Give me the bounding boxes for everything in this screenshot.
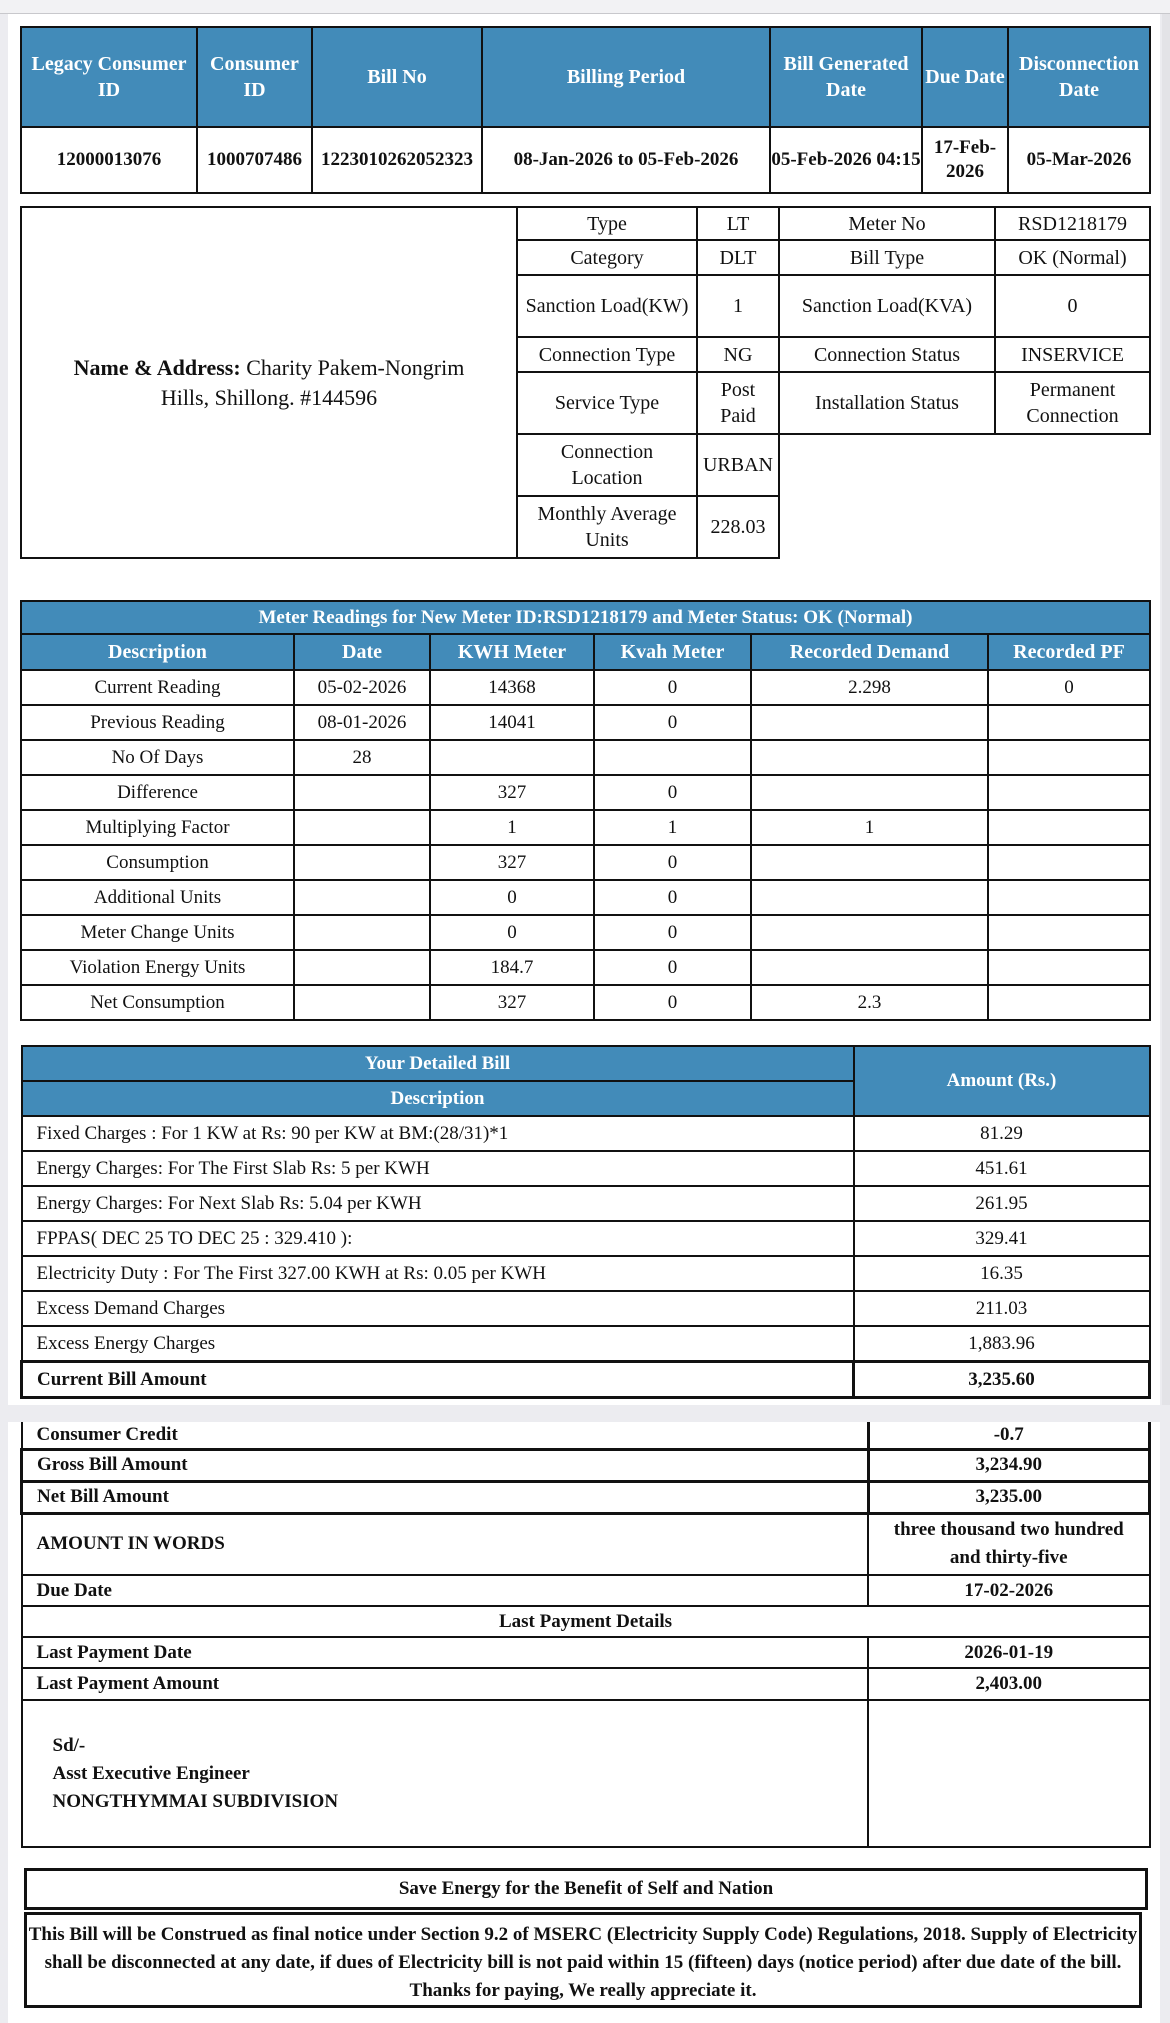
- cell: [294, 880, 430, 915]
- last-payment-amount-label: Last Payment Amount: [22, 1668, 869, 1700]
- cell: 14041: [430, 705, 594, 740]
- charge-description: Excess Energy Charges: [22, 1326, 854, 1362]
- cell: 1: [751, 810, 988, 845]
- detailed-bill-title: Your Detailed Bill: [22, 1046, 854, 1081]
- cell: 0: [594, 950, 751, 985]
- cell: Meter Change Units: [21, 915, 294, 950]
- charge-description: Energy Charges: For The First Slab Rs: 5 per KWH: [22, 1151, 854, 1186]
- blank-cell: [779, 434, 1150, 496]
- last-payment-date: 2026-01-19: [868, 1637, 1150, 1668]
- charge-amount: 261.95: [854, 1186, 1150, 1221]
- consumer-id: 1000707486: [197, 127, 312, 193]
- cell: 08-01-2026: [294, 705, 430, 740]
- meter-readings-table: [20, 600, 1151, 1021]
- signature-blank: [868, 1700, 1150, 1847]
- cell: [294, 810, 430, 845]
- header-consumer-id: Consumer ID: [197, 27, 312, 127]
- table-row: [22, 1291, 1150, 1326]
- bill-type: OK (Normal): [995, 240, 1150, 275]
- cell: Consumption: [21, 845, 294, 880]
- cell: [988, 740, 1150, 775]
- charge-description: Energy Charges: For Next Slab Rs: 5.04 per KWH: [22, 1186, 854, 1221]
- cell: [751, 845, 988, 880]
- detail-label: Type: [517, 207, 697, 240]
- detail-label: Installation Status: [779, 372, 995, 434]
- cell: [751, 705, 988, 740]
- table-row: [21, 915, 1150, 950]
- signature-block: [22, 1700, 869, 1847]
- bill-page-1: [8, 14, 1160, 1405]
- totals-table: [20, 1422, 1151, 1848]
- last-payment-title: Last Payment Details: [22, 1606, 1150, 1637]
- cell: [988, 845, 1150, 880]
- cell: 1: [430, 810, 594, 845]
- billing-period: 08-Jan-2026 to 05-Feb-2026: [482, 127, 770, 193]
- signature-title: Asst Executive Engineer: [52, 1762, 250, 1784]
- col-description: Description: [21, 634, 294, 670]
- last-payment-date-label: Last Payment Date: [22, 1637, 869, 1668]
- amount-in-words-label: AMOUNT IN WORDS: [22, 1513, 869, 1575]
- header-legacy-consumer-id: Legacy Consumer ID: [21, 27, 197, 127]
- consumer-credit-label: Consumer Credit: [22, 1422, 869, 1449]
- cell: 0: [594, 775, 751, 810]
- meter-readings-title: Meter Readings for New Meter ID:RSD1218179 and Meter Status: OK (Normal): [21, 601, 1150, 634]
- consumer-details-table: [20, 206, 1151, 559]
- table-row: [21, 740, 1150, 775]
- cell: [988, 775, 1150, 810]
- table-row: [21, 950, 1150, 985]
- cell: 0: [430, 880, 594, 915]
- col-recorded-demand: Recorded Demand: [751, 634, 988, 670]
- detail-value: LT: [697, 207, 779, 240]
- table-row: [22, 1256, 1150, 1291]
- gross-bill-label: Gross Bill Amount: [22, 1449, 869, 1481]
- name-address-label: Name & Address:: [73, 354, 241, 380]
- header-disconnection-date: Disconnection Date: [1008, 27, 1150, 127]
- signature-sd: Sd/-: [52, 1734, 86, 1756]
- cell: [751, 775, 988, 810]
- cell: 2.298: [751, 670, 988, 705]
- connection-status: INSERVICE: [995, 337, 1150, 372]
- col-kvah-meter: Kvah Meter: [594, 634, 751, 670]
- charge-description: Excess Demand Charges: [22, 1291, 854, 1326]
- table-row: [22, 1116, 1150, 1151]
- cell: No Of Days: [21, 740, 294, 775]
- table-row: [21, 705, 1150, 740]
- table-row: [21, 670, 1150, 705]
- bill-no: 1223010262052323: [312, 127, 482, 193]
- col-kwh-meter: KWH Meter: [430, 634, 594, 670]
- cell: 0: [988, 670, 1150, 705]
- cell: Net Consumption: [21, 985, 294, 1020]
- cell: [988, 880, 1150, 915]
- amount-header: Amount (Rs.): [854, 1046, 1150, 1116]
- charge-amount: 211.03: [854, 1291, 1150, 1326]
- due-date: 17-Feb-2026: [922, 127, 1008, 193]
- cell: [430, 740, 594, 775]
- cell: 0: [594, 880, 751, 915]
- signature-subdivision: NONGTHYMMAI SUBDIVISION: [52, 1790, 339, 1812]
- table-row: [21, 775, 1150, 810]
- table-row: [21, 810, 1150, 845]
- meter-no: RSD1218179: [995, 207, 1150, 240]
- cell: [988, 985, 1150, 1020]
- detail-label: Connection Type: [517, 337, 697, 372]
- charge-amount: 81.29: [854, 1116, 1150, 1151]
- cell: [294, 775, 430, 810]
- cell: 14368: [430, 670, 594, 705]
- table-row: [22, 1186, 1150, 1221]
- cell: [988, 705, 1150, 740]
- charge-amount: 1,883.96: [854, 1326, 1150, 1362]
- last-payment-amount: 2,403.00: [868, 1668, 1150, 1700]
- cell: [594, 740, 751, 775]
- table-row: [21, 845, 1150, 880]
- name-address-value: Charity Pakem-Nongrim Hills, Shillong. #144596: [160, 354, 465, 410]
- cell: 0: [430, 915, 594, 950]
- detail-label: Sanction Load(KW): [517, 275, 697, 337]
- current-bill-label: Current Bill Amount: [22, 1362, 854, 1398]
- header-due-date: Due Date: [922, 27, 1008, 127]
- cell: 327: [430, 845, 594, 880]
- bill-page-2: [8, 1422, 1160, 2023]
- header-bill-no: Bill No: [312, 27, 482, 127]
- cell: 28: [294, 740, 430, 775]
- save-energy-slogan: Save Energy for the Benefit of Self and Nation: [24, 1868, 1148, 1910]
- detail-value: Post Paid: [697, 372, 779, 434]
- table-row: [21, 880, 1150, 915]
- cell: Previous Reading: [21, 705, 294, 740]
- charge-amount: 16.35: [854, 1256, 1150, 1291]
- top-bar: [0, 0, 1170, 14]
- detail-value: DLT: [697, 240, 779, 275]
- cell: 2.3: [751, 985, 988, 1020]
- cell: 0: [594, 705, 751, 740]
- table-row: [22, 1221, 1150, 1256]
- gross-bill-amount: 3,234.90: [868, 1449, 1150, 1481]
- detail-label: Service Type: [517, 372, 697, 434]
- detail-label: Connection Location: [517, 434, 697, 496]
- cell: [294, 950, 430, 985]
- cell: 184.7: [430, 950, 594, 985]
- due-date-label: Due Date: [22, 1575, 869, 1606]
- amount-in-words-value: three thousand two hundred and thirty-five: [868, 1513, 1150, 1575]
- charge-description: Fixed Charges : For 1 KW at Rs: 90 per KW at BM:(28/31)*1: [22, 1116, 854, 1151]
- blank-cell: [779, 496, 1150, 558]
- table-row: [21, 985, 1150, 1020]
- cell: [751, 915, 988, 950]
- cell: Current Reading: [21, 670, 294, 705]
- cell: [294, 845, 430, 880]
- cell: [988, 915, 1150, 950]
- charge-description: Electricity Duty : For The First 327.00 KWH at Rs: 0.05 per KWH: [22, 1256, 854, 1291]
- description-header: Description: [22, 1081, 854, 1116]
- cell: [751, 880, 988, 915]
- cell: [751, 740, 988, 775]
- cell: [988, 810, 1150, 845]
- due-date-value: 17-02-2026: [868, 1575, 1150, 1606]
- charge-description: FPPAS( DEC 25 TO DEC 25 : 329.410 ):: [22, 1221, 854, 1256]
- scrollbar[interactable]: [1162, 14, 1170, 1405]
- detail-label: Sanction Load(KVA): [779, 275, 995, 337]
- header-bill-generated-date: Bill Generated Date: [770, 27, 922, 127]
- detail-value: URBAN: [697, 434, 779, 496]
- current-bill-amount: 3,235.60: [854, 1362, 1150, 1398]
- name-address: [21, 207, 517, 558]
- net-bill-amount: 3,235.00: [868, 1481, 1150, 1513]
- legacy-consumer-id: 12000013076: [21, 127, 197, 193]
- cell: 327: [430, 985, 594, 1020]
- cell: Violation Energy Units: [21, 950, 294, 985]
- charge-amount: 329.41: [854, 1221, 1150, 1256]
- col-recorded-pf: Recorded PF: [988, 634, 1150, 670]
- net-bill-label: Net Bill Amount: [22, 1481, 869, 1513]
- detail-label: Monthly Average Units: [517, 496, 697, 558]
- col-date: Date: [294, 634, 430, 670]
- bill-generated-date: 05-Feb-2026 04:15: [770, 127, 922, 193]
- detail-label: Meter No: [779, 207, 995, 240]
- cell: 0: [594, 985, 751, 1020]
- detail-label: Bill Type: [779, 240, 995, 275]
- cell: [751, 950, 988, 985]
- table-row: [22, 1326, 1150, 1362]
- cell: 0: [594, 670, 751, 705]
- cell: Multiplying Factor: [21, 810, 294, 845]
- cell: 05-02-2026: [294, 670, 430, 705]
- bill-summary-table: [20, 26, 1151, 194]
- detail-value: NG: [697, 337, 779, 372]
- charge-amount: 451.61: [854, 1151, 1150, 1186]
- detailed-bill-table: [20, 1045, 1151, 1399]
- monthly-average-units: 228.03: [697, 496, 779, 558]
- cell: 0: [594, 915, 751, 950]
- consumer-credit-value: -0.7: [868, 1422, 1150, 1449]
- cell: [294, 985, 430, 1020]
- detail-value: 1: [697, 275, 779, 337]
- detail-label: Category: [517, 240, 697, 275]
- sanction-load-kva: 0: [995, 275, 1150, 337]
- header-billing-period: Billing Period: [482, 27, 770, 127]
- cell: Difference: [21, 775, 294, 810]
- cell: Additional Units: [21, 880, 294, 915]
- disconnection-notice: This Bill will be Construed as final notice under Section 9.2 of MSERC (Electricity Supply Code) Regulations, 2018. Supply of Electricity shall be disconnected at any date, if dues of Electricity bill is not paid within 15 (fifteen) days (notice period) after due date of the bill. Thanks for paying, We really appreciate it.: [24, 1912, 1142, 2008]
- cell: 1: [594, 810, 751, 845]
- cell: [988, 950, 1150, 985]
- table-row: [22, 1151, 1150, 1186]
- disconnection-date: 05-Mar-2026: [1008, 127, 1150, 193]
- installation-status: Permanent Connection: [995, 372, 1150, 434]
- detail-label: Connection Status: [779, 337, 995, 372]
- cell: 0: [594, 845, 751, 880]
- cell: [294, 915, 430, 950]
- current-bill-row: [22, 1362, 1150, 1398]
- cell: 327: [430, 775, 594, 810]
